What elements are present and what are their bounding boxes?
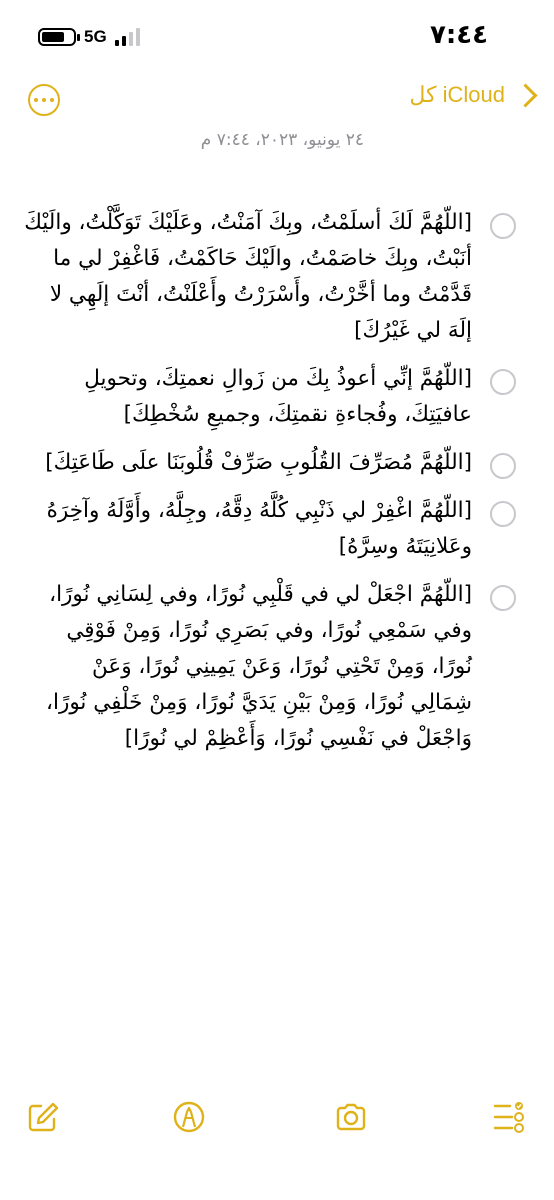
checklist-item xyxy=(0,205,554,349)
back-button-label: كل iCloud xyxy=(409,82,505,107)
status-time: ٧:٤٤ xyxy=(429,20,488,50)
checkbox-circle-icon[interactable] xyxy=(490,501,516,527)
checkbox-circle-icon[interactable] xyxy=(490,453,516,479)
checklist-icon[interactable] xyxy=(492,1100,526,1134)
checklist-item xyxy=(0,361,554,433)
checklist xyxy=(0,205,554,757)
markup-pen-icon[interactable] xyxy=(172,1100,206,1134)
checklist-item xyxy=(0,493,554,565)
nav-bar xyxy=(0,78,554,124)
back-button[interactable] xyxy=(409,82,534,108)
network-label: 5G xyxy=(84,27,107,46)
status-bar xyxy=(0,0,554,70)
checklist-item-text[interactable]: [اللّهُمَّ اغْفِرْ لي ذَنْبِي كُلَّهُ دِقَّهُ، وجِلَّهُ، وأَوَّلَهُ وآخِرَهُ وعَلانِيَتَهُ وسِرَّهُ] xyxy=(46,498,472,559)
checklist-item-text[interactable]: [اللّهُمَّ اجْعَلْ لي في قَلْبِي نُورًا، وفي لِسَانِي نُورًا، وفي سَمْعِي نُورًا، وفي بَصَرِي نُورًا، وَمِنْ فَوْقِي نُورًا، وَمِنْ تَحْتِي نُورًا، وَعَنْ يَمِينِي نُورًا، وَعَنْ شِمَالِي نُورًا، وَمِنْ بَيْنِ يَدَيَّ نُورًا، وَمِنْ خَلْفِي نُورًا، وَاجْعَلْ في نَفْسِي نُورًا، وَأَعْظِمْ لي نُورًا] xyxy=(46,582,472,751)
signal-icon xyxy=(115,28,140,46)
bottom-toolbar xyxy=(0,1092,554,1152)
battery-tip xyxy=(77,34,80,41)
checklist-item-text[interactable]: [اللّهُمَّ مُصَرِّفَ القُلُوبِ صَرِّفْ قُلُوبَنَا علَى طَاعَتِكَ] xyxy=(45,450,472,475)
checkbox-circle-icon[interactable] xyxy=(490,585,516,611)
battery-fill xyxy=(42,32,64,42)
compose-icon[interactable] xyxy=(26,1100,60,1134)
checklist-item xyxy=(0,445,554,481)
ellipsis-circle-icon[interactable] xyxy=(28,84,60,116)
note-date: ٢٤ يونيو، ٢٠٢٣، ٧:٤٤ م xyxy=(200,130,364,150)
checkbox-circle-icon[interactable] xyxy=(490,369,516,395)
checklist-item xyxy=(0,577,554,757)
checklist-item-text[interactable]: [اللّهُمَّ إنِّي أعوذُ بِكَ من زَوالِ نعمتِكَ، وتحويلِ عافيَتِكَ، وفُجاءةِ نقمتِكَ، وجميعِ سُخْطِكَ] xyxy=(84,366,472,427)
status-indicators xyxy=(38,24,140,50)
checklist-item-text[interactable]: [اللّهُمَّ لَكَ أسلَمْتُ، وبِكَ آمَنْتُ، وعَلَيْكَ تَوَكَّلْتُ، والَيْكَ أنَبْتُ، وبِكَ خاصَمْتُ، والَيْكَ حَاكَمْتُ، فَاغْفِرْ لي ما قَدَّمْتُ وما أخَّرْتُ، وأَسْرَرْتُ وأَعْلَنْتُ، أنْتَ إلَهِي لا إلَهَ لي غَيْرُكَ] xyxy=(24,210,472,343)
chevron-right-icon xyxy=(513,83,537,107)
checkbox-circle-icon[interactable] xyxy=(490,213,516,239)
camera-icon[interactable] xyxy=(334,1100,368,1134)
battery-icon xyxy=(38,28,76,46)
